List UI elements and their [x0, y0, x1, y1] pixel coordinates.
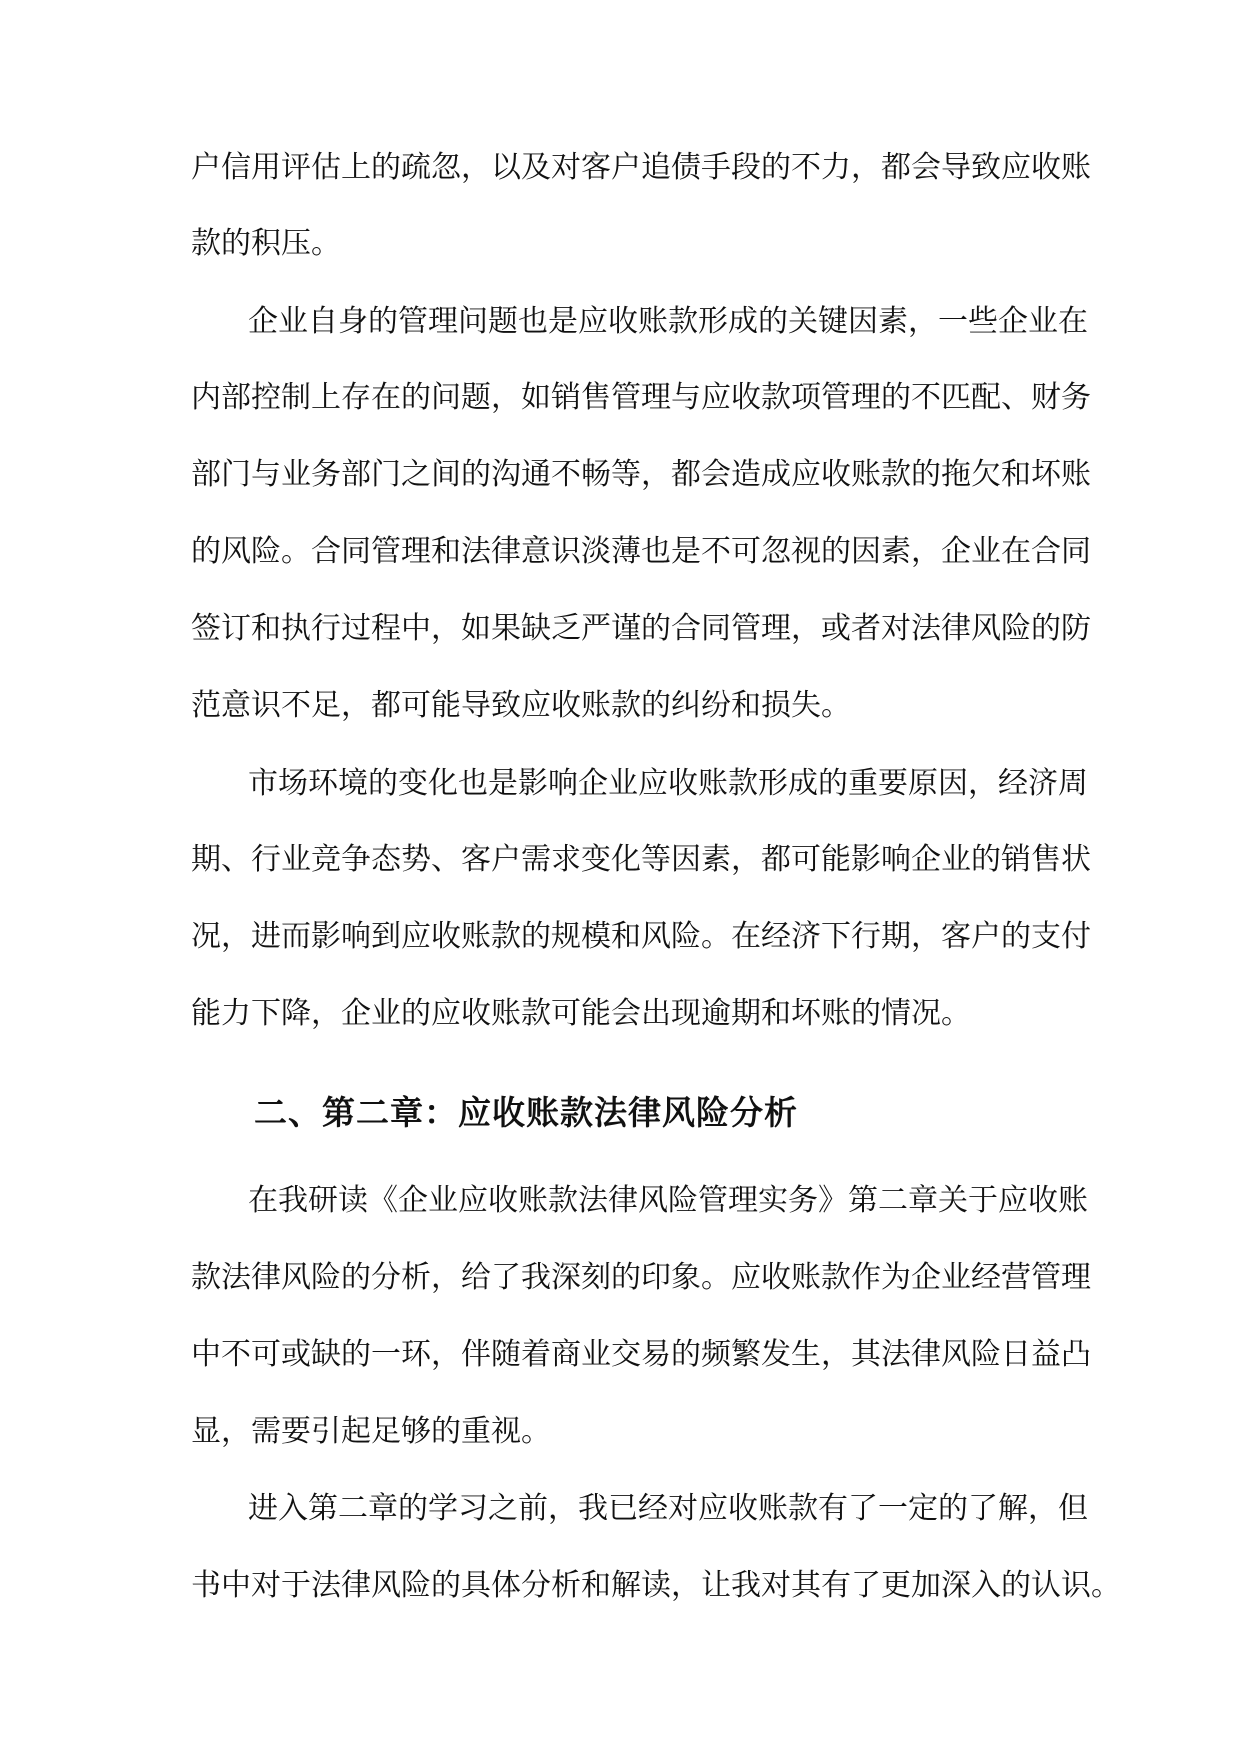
paragraph-line: 书中对于法律风险的具体分析和解读，让我对其有了更加深入的认识。 [191, 1568, 1121, 1603]
paragraph-line: 显，需要引起足够的重视。 [191, 1414, 551, 1449]
paragraph-line: 市场环境的变化也是影响企业应收账款形成的重要原因，经济周 [248, 766, 1088, 801]
paragraph-line: 签订和执行过程中，如果缺乏严谨的合同管理，或者对法律风险的防 [191, 611, 1091, 646]
paragraph-line: 户信用评估上的疏忽，以及对客户追债手段的不力，都会导致应收账 [191, 150, 1091, 185]
paragraph-line: 况，进而影响到应收账款的规模和风险。在经济下行期，客户的支付 [191, 919, 1091, 954]
paragraph-line: 部门与业务部门之间的沟通不畅等，都会造成应收账款的拖欠和坏账 [191, 457, 1091, 492]
paragraph-line: 的风险。合同管理和法律意识淡薄也是不可忽视的因素，企业在合同 [191, 534, 1091, 569]
paragraph-line: 在我研读《企业应收账款法律风险管理实务》第二章关于应收账 [248, 1183, 1088, 1218]
paragraph-line: 中不可或缺的一环，伴随着商业交易的频繁发生，其法律风险日益凸 [191, 1337, 1091, 1372]
paragraph-line: 进入第二章的学习之前，我已经对应收账款有了一定的了解，但 [248, 1491, 1088, 1526]
section-heading: 二、第二章：应收账款法律风险分析 [254, 1093, 798, 1132]
paragraph-line: 款的积压。 [191, 226, 341, 261]
paragraph-line: 期、行业竞争态势、客户需求变化等因素，都可能影响企业的销售状 [191, 842, 1091, 877]
paragraph-line: 范意识不足，都可能导致应收账款的纠纷和损失。 [191, 688, 851, 723]
paragraph-line: 能力下降，企业的应收账款可能会出现逾期和坏账的情况。 [191, 996, 971, 1031]
paragraph-line: 内部控制上存在的问题，如销售管理与应收款项管理的不匹配、财务 [191, 380, 1091, 415]
paragraph-line: 企业自身的管理问题也是应收账款形成的关键因素，一些企业在 [248, 304, 1088, 339]
paragraph-line: 款法律风险的分析，给了我深刻的印象。应收账款作为企业经营管理 [191, 1260, 1091, 1295]
